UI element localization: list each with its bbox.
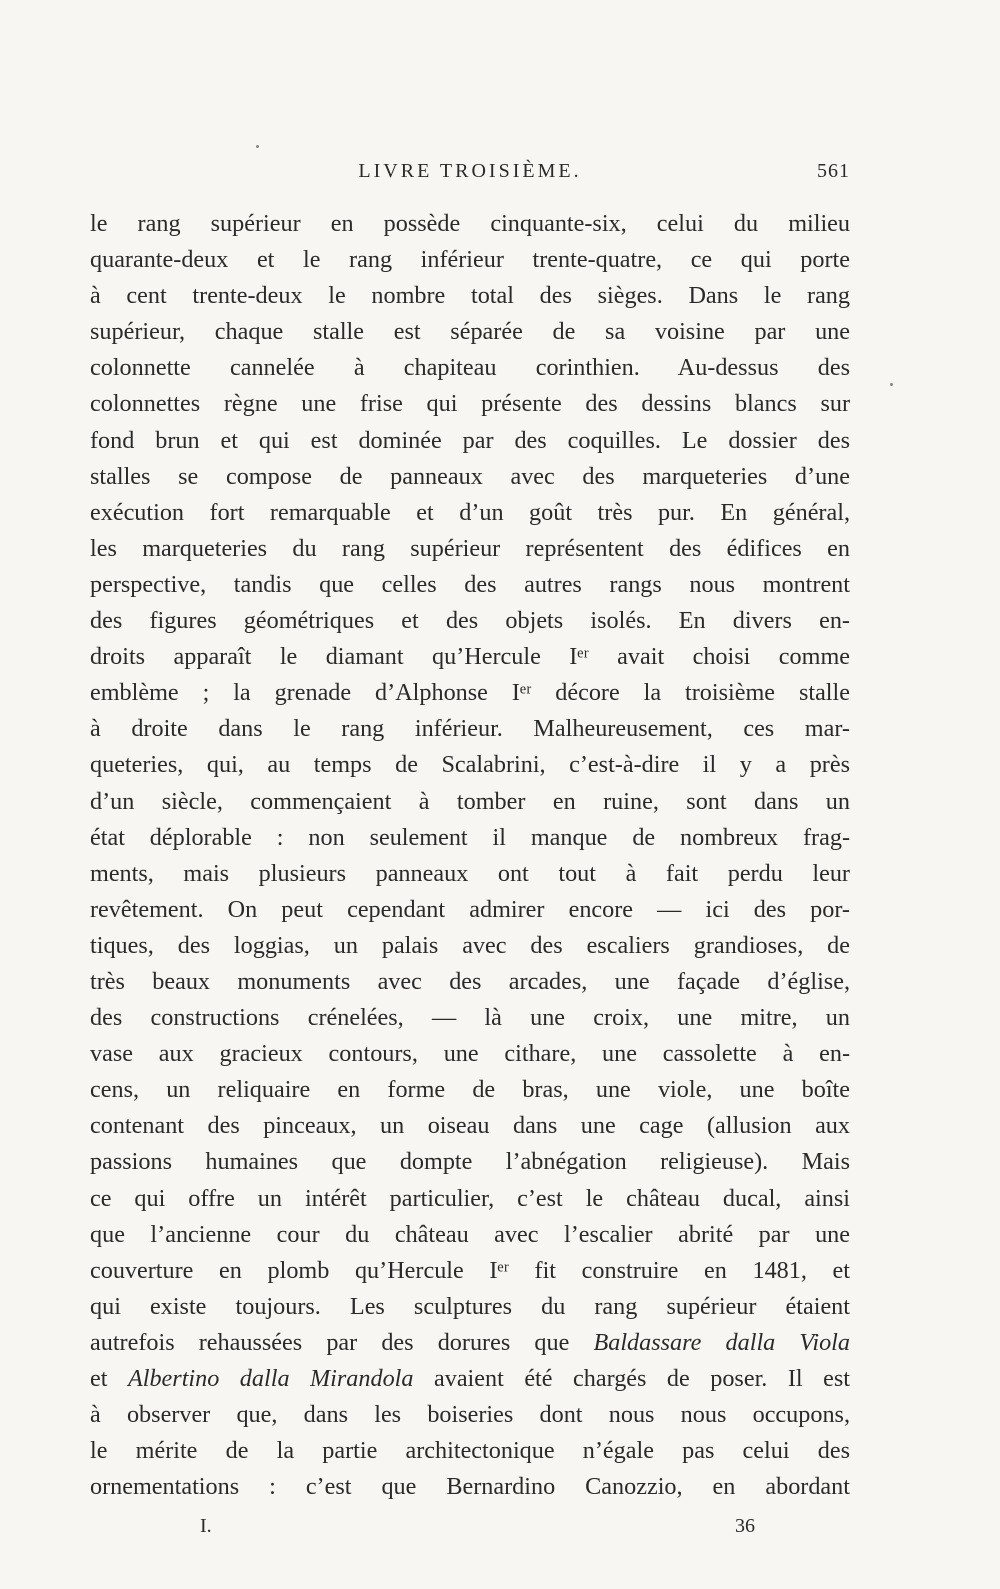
page-footer [90, 1515, 850, 1545]
text-segment: ornementations : c’est que Bernardino Canozzio, en abordant [90, 1473, 850, 1501]
text-segment: et [90, 1365, 128, 1392]
text-segment: droits apparaît le diamant qu’Hercule Iᵉʳ avait choisi comme [90, 643, 850, 671]
italic-name: Baldassare dalla Viola [593, 1328, 850, 1356]
page-header [90, 160, 850, 190]
text-line [90, 531, 850, 567]
text-segment: à cent trente-deux le nombre total des sièges. Dans le rang [90, 282, 850, 310]
text-line [90, 928, 850, 964]
text-segment: ments, mais plusieurs panneaux ont tout à fait perdu leur [90, 859, 850, 887]
text-segment: le rang supérieur en possède cinquante-six, celui du milieu [90, 210, 850, 237]
text-segment: fond brun et qui est dominée par des coquilles. Le dossier des [90, 426, 850, 454]
page-number: 561 [817, 160, 850, 182]
speck [256, 145, 259, 148]
text-segment: à observer que, dans les boiseries dont nous nous occupons, [90, 1401, 850, 1429]
text-line [90, 639, 850, 675]
text-segment: perspective, tandis que celles des autres rangs nous montrent [90, 570, 850, 598]
text-segment: vase aux gracieux contours, une cithare, une cassolette à en- [90, 1040, 850, 1068]
text-segment: quarante-deux et le rang inférieur trente-quatre, ce qui porte [90, 246, 850, 274]
sheet-number: 36 [735, 1515, 755, 1537]
text-segment: exécution fort remarquable et d’un goût très pur. En général, [90, 498, 850, 526]
text-line [90, 675, 850, 711]
text-line [90, 386, 850, 422]
text-segment: autrefois rehaussées par des dorures que [90, 1328, 594, 1356]
text-line [90, 1072, 850, 1108]
text-line [90, 314, 850, 350]
text-line [90, 964, 850, 1000]
text-line [90, 1325, 850, 1361]
text-segment: cens, un reliquaire en forme de bras, une viole, une boîte [90, 1076, 850, 1104]
text-segment: passions humaines que dompte l’abnégation religieuse). Mais [90, 1148, 850, 1176]
text-segment: très beaux monuments avec des arcades, une façade d’église, [90, 967, 850, 995]
text-segment: d’un siècle, commençaient à tomber en ruine, sont dans un [90, 787, 850, 815]
text-segment: le mérite de la partie architectonique n’égale pas celui des [90, 1437, 850, 1465]
text-segment: état déplorable : non seulement il manque de nombreux frag- [90, 823, 850, 851]
text-segment: stalles se compose de panneaux avec des marqueteries d’une [90, 462, 850, 490]
text-line [90, 459, 850, 495]
text-segment: emblème ; la grenade d’Alphonse Iᵉʳ décore la troisième stalle [90, 679, 850, 707]
text-line [90, 856, 850, 892]
text-segment: les marqueteries du rang supérieur représentent des édifices en [90, 534, 850, 562]
text-line [90, 1397, 850, 1433]
text-segment: tiques, des loggias, un palais avec des escaliers grandioses, de [90, 931, 850, 959]
text-line [90, 423, 850, 459]
text-segment: colonnette cannelée à chapiteau corinthien. Au-dessus des [90, 354, 850, 382]
text-segment: avaient été chargés de poser. Il est [413, 1365, 850, 1392]
text-line [90, 1000, 850, 1036]
text-segment: ce qui offre un intérêt particulier, c’est le château ducal, ainsi [90, 1184, 850, 1212]
text-line [90, 1253, 850, 1289]
text-line [90, 1289, 850, 1325]
text-line [90, 784, 850, 820]
text-line [90, 242, 850, 278]
running-title: LIVRE TROISIÈME. [358, 160, 582, 182]
text-segment: que l’ancienne cour du château avec l’escalier abrité par une [90, 1220, 850, 1248]
text-segment: queteries, qui, au temps de Scalabrini, c’est-à-dire il y a près [90, 751, 850, 779]
text-line [90, 206, 850, 242]
text-line [90, 1181, 850, 1217]
text-segment: qui existe toujours. Les sculptures du rang supérieur étaient [90, 1292, 850, 1320]
text-line [90, 747, 850, 783]
speck [890, 383, 893, 386]
body-text [90, 206, 850, 1505]
text-line [90, 1469, 850, 1505]
text-line [90, 278, 850, 314]
signature-mark: I. [200, 1515, 212, 1537]
text-segment: à droite dans le rang inférieur. Malheureusement, ces mar- [90, 715, 850, 743]
italic-name: Albertino dalla Mirandola [127, 1365, 414, 1392]
text-line [90, 711, 850, 747]
text-segment: contenant des pinceaux, un oiseau dans une cage (allusion aux [90, 1112, 850, 1140]
text-segment: des constructions crénelées, — là une croix, une mitre, un [90, 1004, 850, 1032]
text-line [90, 1144, 850, 1180]
text-line [90, 1036, 850, 1072]
text-line [90, 1108, 850, 1144]
text-line [90, 495, 850, 531]
text-line [90, 350, 850, 386]
text-line [90, 820, 850, 856]
text-line [90, 567, 850, 603]
text-segment: supérieur, chaque stalle est séparée de sa voisine par une [90, 318, 850, 346]
text-line [90, 1217, 850, 1253]
text-segment: colonnettes règne une frise qui présente des dessins blancs sur [90, 390, 850, 418]
text-line [90, 1361, 850, 1397]
text-line [90, 603, 850, 639]
text-line [90, 892, 850, 928]
text-segment: couverture en plomb qu’Hercule Iᵉʳ fit construire en 1481, et [90, 1256, 850, 1284]
text-segment: revêtement. On peut cependant admirer encore — ici des por- [90, 895, 850, 923]
text-line [90, 1433, 850, 1469]
text-segment: des figures géométriques et des objets isolés. En divers en- [90, 607, 850, 635]
